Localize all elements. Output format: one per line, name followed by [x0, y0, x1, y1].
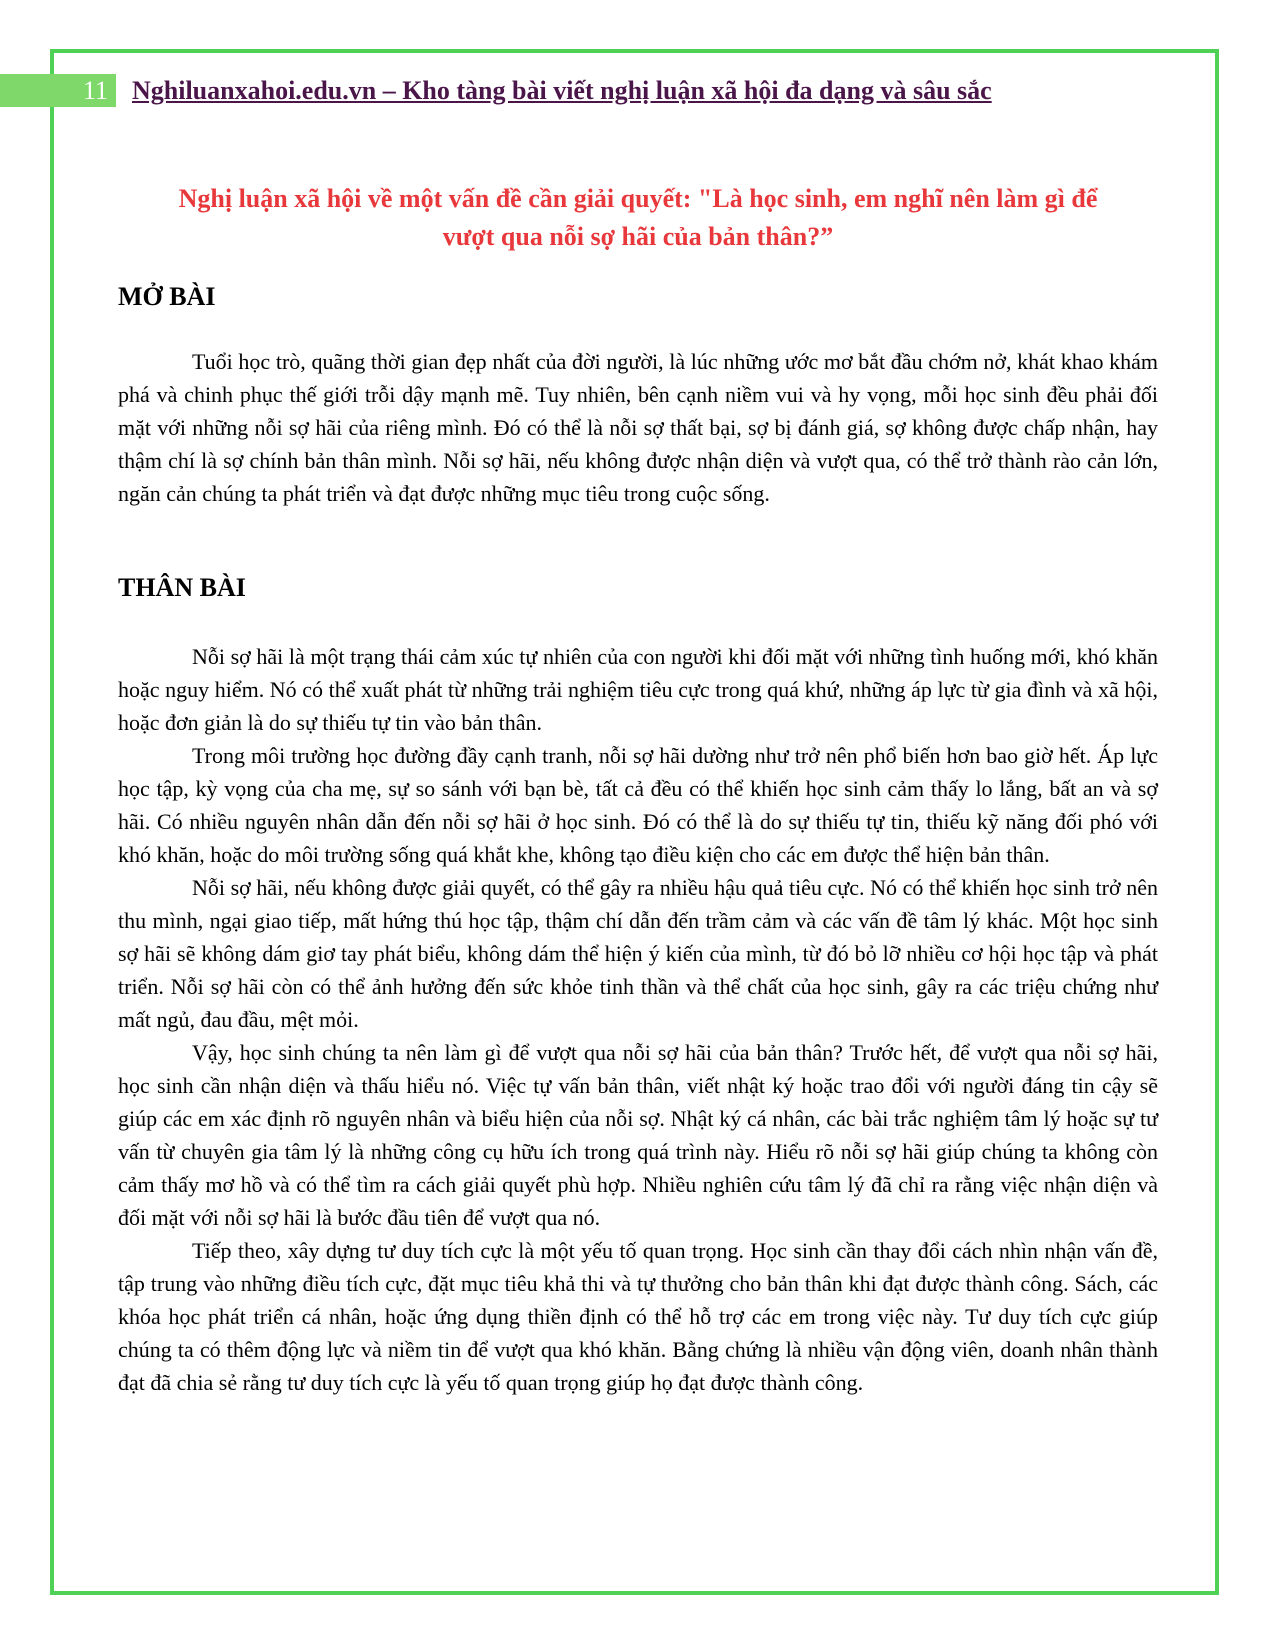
body-paragraph-4: Vậy, học sinh chúng ta nên làm gì để vượt qua nỗi sợ hãi của bản thân? Trước hết, để vượt qua nỗi sợ hãi, học sinh cần nhận diện và thấu hiểu nó. Việc tự vấn bản thân, viết nhật ký hoặc trao đổi với người đáng tin cậy sẽ giúp các em xác định rõ nguyên nhân và biểu hiện của nỗi sợ. Nhật ký cá nhân, các bài trắc nghiệm tâm lý hoặc sự tư vấn từ chuyên gia tâm lý là những công cụ hữu ích trong quá trình này. Hiểu rõ nỗi sợ hãi giúp chúng ta không còn cảm thấy mơ hồ và có thể tìm ra cách giải quyết phù hợp. Nhiều nghiên cứu tâm lý đã chỉ ra rằng việc nhận diện và đối mặt với nỗi sợ hãi là bước đầu tiên để vượt qua nó. — [118, 1040, 1158, 1230]
body-section — [118, 640, 1158, 1399]
intro-paragraph: Tuổi học trò, quãng thời gian đẹp nhất của đời người, là lúc những ước mơ bắt đầu chớm nở, khát khao khám phá và chinh phục thế giới trỗi dậy mạnh mẽ. Tuy nhiên, bên cạnh niềm vui và hy vọng, mỗi học sinh đều phải đối mặt với những nỗi sợ hãi của riêng mình. Đó có thể là nỗi sợ thất bại, sợ bị đánh giá, sợ không được chấp nhận, hay thậm chí là sợ chính bản thân mình. Nỗi sợ hãi, nếu không được nhận diện và vượt qua, có thể trở thành rào cản lớn, ngăn cản chúng ta phát triển và đạt được những mục tiêu trong cuộc sống. — [118, 349, 1158, 506]
intro-section — [118, 345, 1158, 510]
article-title-line-2: vượt qua nỗi sợ hãi của bản thân?” — [442, 222, 834, 251]
body-paragraph-2: Trong môi trường học đường đầy cạnh tranh, nỗi sợ hãi dường như trở nên phổ biến hơn bao giờ hết. Áp lực học tập, kỳ vọng của cha mẹ, sự so sánh với bạn bè, tất cả đều có thể khiến học sinh cảm thấy lo lắng, bất an và sợ hãi. Có nhiều nguyên nhân dẫn đến nỗi sợ hãi ở học sinh. Đó có thể là do sự thiếu tự tin, thiếu kỹ năng đối phó với khó khăn, hoặc do môi trường sống quá khắt khe, không tạo điều kiện cho các em được thể hiện bản thân. — [118, 743, 1158, 867]
body-paragraph-5: Tiếp theo, xây dựng tư duy tích cực là một yếu tố quan trọng. Học sinh cần thay đổi cách nhìn nhận vấn đề, tập trung vào những điều tích cực, đặt mục tiêu khả thi và tự thưởng cho bản thân khi đạt được thành công. Sách, các khóa học phát triển cá nhân, hoặc ứng dụng thiền định có thể hỗ trợ các em trong việc này. Tư duy tích cực giúp chúng ta có thêm động lực và niềm tin để vượt qua khó khăn. Bằng chứng là nhiều vận động viên, doanh nhân thành đạt đã chia sẻ rằng tư duy tích cực là yếu tố quan trọng giúp họ đạt được thành công. — [118, 1238, 1158, 1395]
body-paragraph-3: Nỗi sợ hãi, nếu không được giải quyết, có thể gây ra nhiều hậu quả tiêu cực. Nó có thể khiến học sinh trở nên thu mình, ngại giao tiếp, mất hứng thú học tập, thậm chí dẫn đến trầm cảm và các vấn đề tâm lý khác. Một học sinh sợ hãi sẽ không dám giơ tay phát biểu, không dám thể hiện ý kiến của mình, từ đó bỏ lỡ nhiều cơ hội học tập và phát triển. Nỗi sợ hãi còn có thể ảnh hưởng đến sức khỏe tinh thần và thể chất của học sinh, gây ra các triệu chứng như mất ngủ, đau đầu, mệt mỏi. — [118, 875, 1158, 1032]
site-header-link[interactable]: Nghiluanxahoi.edu.vn – Kho tàng bài viết nghị luận xã hội đa dạng và sâu sắc — [132, 76, 992, 105]
intro-heading: MỞ BÀI — [118, 282, 216, 311]
article-title-line-1: Nghị luận xã hội về một vấn đề cần giải quyết: "Là học sinh, em nghĩ nên làm gì để — [178, 184, 1098, 213]
body-heading: THÂN BÀI — [118, 573, 246, 602]
page-number: 11 — [0, 74, 116, 107]
article-title — [118, 180, 1158, 256]
body-paragraph-1: Nỗi sợ hãi là một trạng thái cảm xúc tự nhiên của con người khi đối mặt với những tình huống mới, khó khăn hoặc nguy hiểm. Nó có thể xuất phát từ những trải nghiệm tiêu cực trong quá khứ, những áp lực từ gia đình và xã hội, hoặc đơn giản là do sự thiếu tự tin vào bản thân. — [118, 644, 1158, 735]
